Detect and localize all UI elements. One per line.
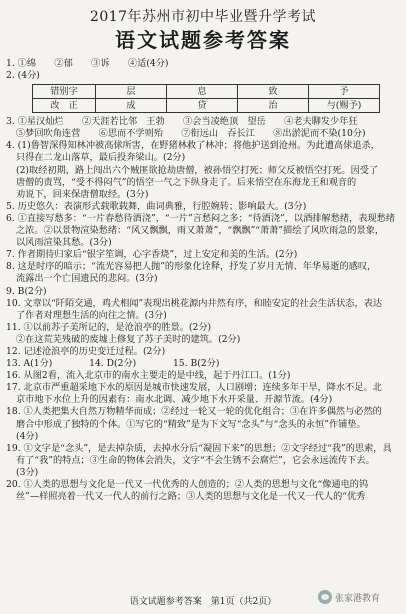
answer-line: (3分) [16, 466, 39, 478]
answer-line: 7. 作者期待归家后“银字笙调，心字香烧”，过上安定和美的生活。(2分) [6, 249, 298, 261]
answer-line: (2)取经初期，路上闯出六个贼匪欲抢劫唐僧，被孙悟空打死；师父反被悟空打死。因受了 [16, 164, 379, 176]
answer-line: 只得在二龙山落草，最后投奔梁山。(2分) [16, 152, 186, 164]
answer-line: 3. ①星汉灿烂 ②天涯若比邻 王勃 ③会当凌绝顶 望岳 ④老夫聊发少年狂 [6, 116, 358, 128]
wechat-icon [318, 590, 332, 604]
answer-line: 13. A(1分) 14. D(2分) 15. B(2分) [6, 358, 220, 370]
table-cell: 改 正 [33, 99, 96, 113]
answer-line: 5. 历史悠久：表演形式载歌载舞，曲词典雅，行腔婉转；影响最大。(3分) [6, 200, 307, 212]
table-cell: 错别字 [33, 85, 96, 99]
answer-line: 唐僧的责骂，“受不得闷气”的悟空一气之下纵身走了。后来悟空在东海龙王和观音的 [16, 176, 357, 188]
answer-line: 8. 这是时序的暗示；“流光容易把人抛”的形象化诠释，抒发了岁月无情、年华易逝的感叹， [6, 261, 377, 273]
answer-line: 17. 北京市严重超采地下水的原因是城市快速发展，人口剧增；连续多年干旱，降水不足。北 [6, 382, 382, 394]
answer-line: 劝说下，回来保唐僧取经。(3分) [16, 188, 149, 200]
answer-line: 9. B(2分) [6, 285, 47, 297]
answer-line: 有了“我”的特点；③生命的物体会消失，文字“不会生锈不会腐烂”，它会永远流传下去。 [16, 454, 375, 466]
answer-line: 1. ①绵 ②郁 ③诉 ④适(4分) [6, 58, 169, 69]
answer-line: ⑤梦回吹角连营 ⑥思而不学则殆 ⑦衔远山 吞长江 ⑧出淤泥而不染(10分) [16, 128, 366, 140]
answer-line: 12. 记述沧浪亭的历史变迁过程。(2分) [6, 345, 166, 357]
answer-line: ②在这荒芜残破的废墟上修复了苏子美时的建筑。(2分) [16, 333, 241, 345]
answer-content [6, 58, 402, 503]
watermark [318, 586, 404, 608]
answer-line: 18. ①人类把集大自然万物精华而成；②经过一轮又一轮的优化组合；③在许多偶然与必然的 [6, 406, 382, 418]
exam-subtitle: 2017年苏州市初中毕业暨升学考试 [89, 9, 317, 25]
table-cell: 与(赐予) [309, 99, 380, 113]
table-cell: 成 [96, 99, 167, 113]
watermark-text: 张家港教育 [335, 593, 381, 604]
answer-line: 京市地下水位上升的因素有：南水北调、减少地下水开采量、开源节流。(4分) [16, 394, 333, 406]
table-cell: 治 [238, 99, 309, 113]
answer-line: 流露出一个亡国遗民的悲闷。(3分) [16, 273, 158, 285]
table-cell: 息 [167, 85, 238, 99]
answer-line: 11. ①以前苏子美所记的，是沧浪亭的胜景。(2分) [6, 321, 212, 333]
answer-line: 10. 文章以“阡陌交通，鸡犬相闻”表现出桃花源内井然有序，和睦安定的社会生活状态，表达 [6, 297, 383, 309]
correction-table [32, 84, 380, 113]
table-cell: 贷 [167, 99, 238, 113]
answer-line: 2. (4分) [6, 70, 40, 82]
answer-line: 丝”—样照亮着一代又一代人的前行之路；③人类的思想与文化是一代又一代人的“优秀 [16, 491, 366, 503]
answer-line: 以风雨渲染其愁。(3分) [16, 237, 112, 249]
answer-line: 了作者对理想生活的向往之情。(3分) [16, 309, 167, 321]
answer-line: 16. 从图2看，流入北京市的南水主要走的是中线，起于丹江口。(1分) [6, 370, 291, 382]
table-row [33, 85, 380, 99]
table-row [33, 99, 380, 113]
answer-line: (4分) [16, 430, 39, 442]
table-cell: 致 [238, 85, 309, 99]
answer-line: 磨合中形成了独特的个体。①写它的“精致”是为下文写“念头”与“念头的永恒”作铺垫。 [16, 418, 366, 430]
table-cell: 予 [309, 85, 380, 99]
answer-line: 20. ①人类的思想与文化是一代又一代优秀的人创造的；②人类的思想与文化“像通电的钨 [6, 479, 369, 490]
page-title: 语文试题参考答案 [115, 28, 291, 52]
table-cell: 层 [96, 85, 167, 99]
answer-line: 之浓。②以景物渲染愁绪：“风又飘飘，雨又萧萧”，“飘飘”“萧萧”描绘了风吹雨急的景象， [16, 225, 385, 237]
answer-line: 6. ①直接写愁多：“一片春愁待酒浇”，“一片”言愁闷之多；“待酒浇”，以酒排解愁绪，表现愁绪 [6, 212, 395, 224]
answer-line: 4. (1)鲁智深得知林冲被高俅所害，在野猪林救了林冲；将他护送到沧州。为此遭高俅追杀， [6, 140, 380, 152]
answer-list [6, 116, 402, 503]
page-footer: 语文试题参考答案 第1页（共2页） [129, 597, 277, 607]
answer-line: 19. ①文字是“念头”，是去掉杂质，去掉水分后“凝固下来”的思想；②文字经过“我”的思索，具 [6, 442, 392, 454]
